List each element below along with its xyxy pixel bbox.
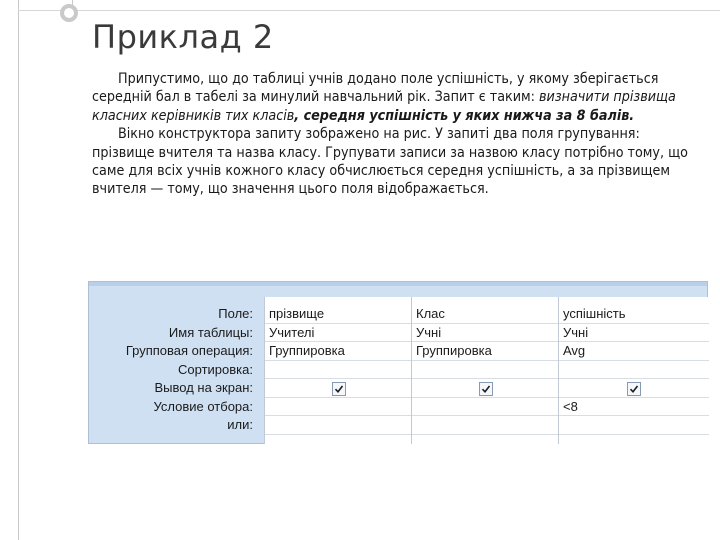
decorative-ring: [60, 4, 78, 22]
grid-column-2: [411, 297, 559, 444]
query-design-grid: [88, 281, 708, 444]
show-checkbox[interactable]: [479, 382, 493, 396]
sort-cell[interactable]: [559, 361, 709, 380]
grid-top-bar: [89, 282, 707, 286]
frame-line-vertical: [18, 0, 19, 540]
paragraph-1: [92, 70, 704, 125]
sort-cell[interactable]: [265, 361, 412, 380]
or-cell[interactable]: [265, 416, 412, 435]
criteria-cell[interactable]: [412, 398, 559, 417]
table-cell[interactable]: Учні: [412, 324, 559, 343]
show-cell: [265, 379, 412, 398]
row-label-sort: Сортировка:: [178, 361, 253, 377]
row-label-field: Поле:: [218, 306, 253, 321]
slide-title: Приклад 2: [92, 18, 274, 56]
show-checkbox[interactable]: [627, 382, 641, 396]
criteria-cell[interactable]: [265, 398, 412, 417]
row-label-criteria: Условие отбора:: [153, 398, 253, 414]
group-op-cell[interactable]: Группировка: [412, 342, 559, 361]
field-cell[interactable]: Клас: [412, 297, 559, 324]
group-op-cell[interactable]: Группировка: [265, 342, 412, 361]
slide-body: [92, 70, 704, 199]
row-labels: [89, 305, 259, 435]
grid-column-1: [264, 297, 412, 444]
row-label-group-op: Групповая операция:: [125, 343, 253, 358]
or-cell[interactable]: [412, 416, 559, 435]
show-cell: [559, 379, 709, 398]
row-label-or: или:: [227, 417, 253, 432]
sort-cell[interactable]: [412, 361, 559, 380]
table-cell[interactable]: Учителі: [265, 324, 412, 343]
table-cell[interactable]: Учні: [559, 324, 709, 343]
frame-line-horizontal: [18, 10, 720, 11]
p1-query-italic: визначити прізвища класних керівників тих класів: [92, 89, 676, 124]
field-cell[interactable]: успішність: [559, 297, 709, 324]
paragraph-2: [92, 125, 704, 199]
grid-column-3: [558, 297, 709, 444]
p1-query-bolditalic: , середня успішність у яких нижча за 8 балів: [294, 107, 630, 124]
field-cell[interactable]: прізвище: [265, 297, 412, 324]
row-label-show: Вывод на экран:: [154, 380, 253, 395]
p1-text: Припустимо, що до таблиці учнів додано поле успішність, у якому зберігається середній бал в табелі за минулий навчальний рік. Запит є таким:: [92, 71, 659, 106]
criteria-cell[interactable]: <8: [559, 398, 709, 417]
show-checkbox[interactable]: [332, 382, 346, 396]
row-label-table: Имя таблицы:: [168, 324, 253, 340]
or-cell[interactable]: [559, 416, 709, 435]
show-cell: [412, 379, 559, 398]
group-op-cell[interactable]: Avg: [559, 342, 709, 361]
p2-text: Вікно конструктора запиту зображено на рис. У запиті два поля групування: прізвище вчителя та назва класу. Групувати записи за назвою класу потрібно тому, що саме для всіх учнів кожного класу обчислюється середня успішність, а за прізвищем вчителя — тому, що значення цього поля відображається.: [92, 126, 688, 198]
p1-end: .: [629, 107, 635, 124]
